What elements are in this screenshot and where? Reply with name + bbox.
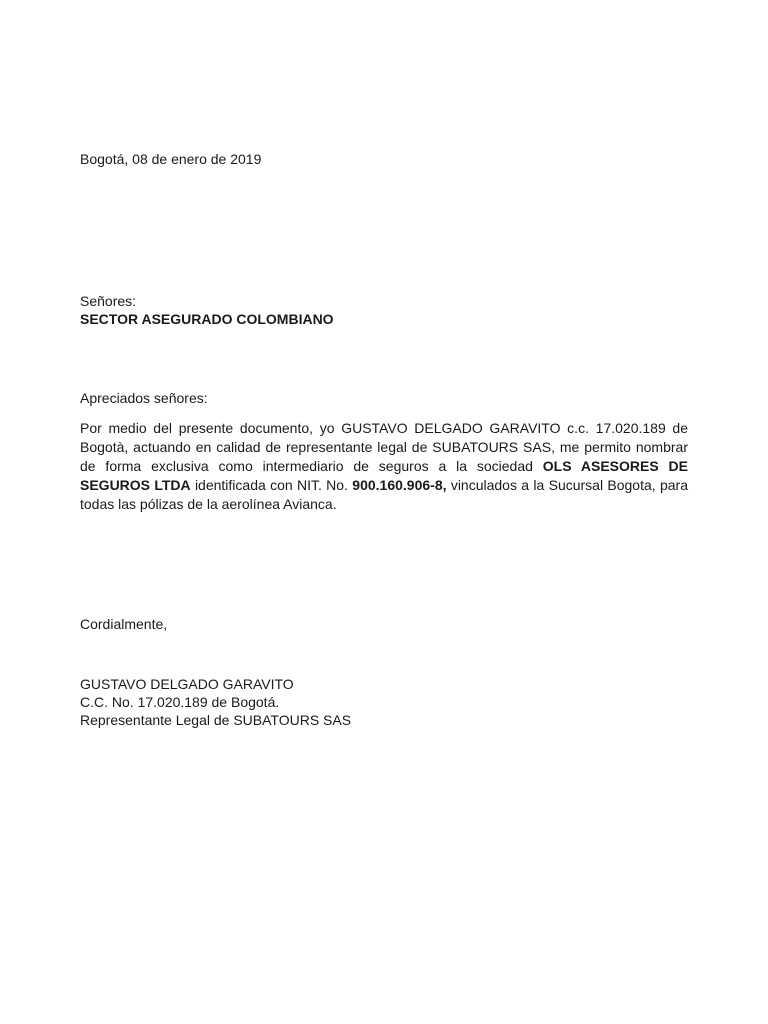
company-name: OLS ASESORES DE SEGUROS LTDA (80, 458, 688, 493)
closing: Cordialmente, (80, 616, 168, 632)
body-text-part1: Por medio del presente documento, yo GUSTAVO DELGADO GARAVITO c.c. 17.020.189 de Bogotà, actuando en calidad de representante legal de SUBATOURS SAS, me permito nombrar de forma exclusiva como intermediario de seguros a la sociedad (80, 420, 688, 474)
recipient-greeting: Señores: (80, 293, 137, 309)
letter-body (80, 419, 688, 514)
letter-date: Bogotá, 08 de enero de 2019 (80, 151, 262, 167)
nit-number: 900.160.906-8, (352, 477, 447, 493)
salutation: Apreciados señores: (80, 390, 208, 406)
recipient-name: SECTOR ASEGURADO COLOMBIANO (80, 311, 334, 327)
signature-title: Representante Legal de SUBATOURS SAS (80, 712, 352, 728)
body-text-part3: vinculados a la Sucursal Bogota, para todas las pólizas de la aerolínea Avianca. (80, 477, 688, 512)
signature-name: GUSTAVO DELGADO GARAVITO (80, 676, 294, 692)
signature-id: C.C. No. 17.020.189 de Bogotá. (80, 694, 280, 710)
body-text-part2: identificada con NIT. No. (190, 477, 353, 493)
